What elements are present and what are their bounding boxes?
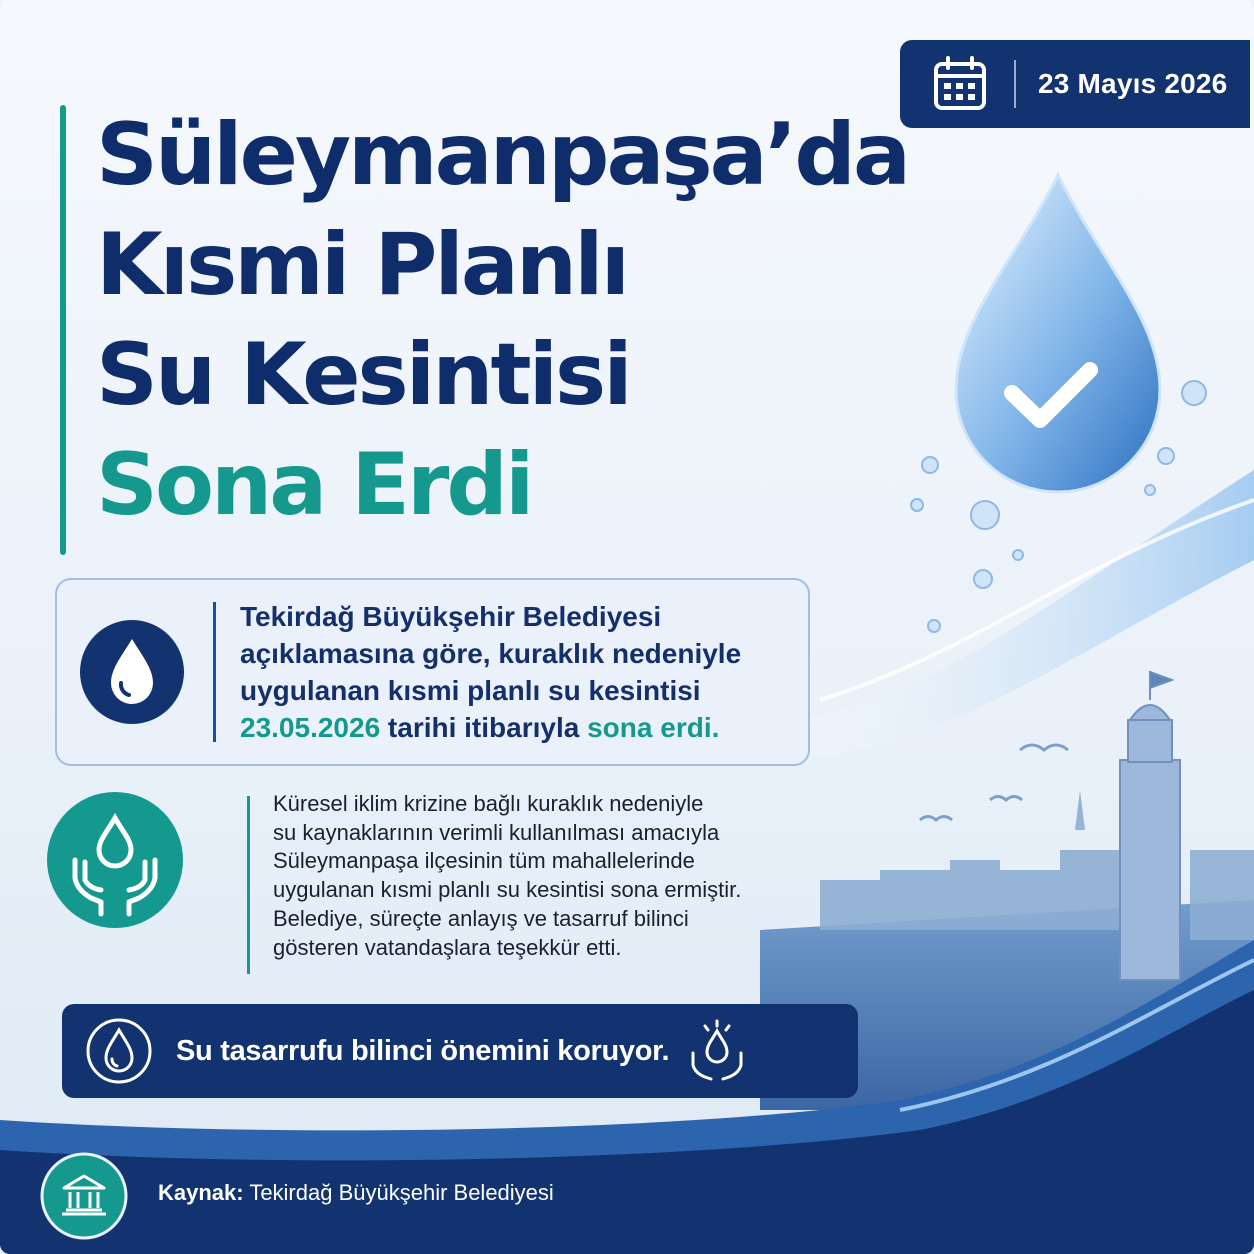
info-divider (213, 602, 216, 742)
source-label: Kaynak: (158, 1180, 244, 1205)
banner-text: Su tasarrufu bilinci önemini koruyor. (176, 1034, 670, 1067)
info-line-2: açıklamasına göre, kuraklık nedeniyle (240, 638, 742, 669)
details-line: Süleymanpaşa ilçesinin tüm mahallelerinde (273, 848, 695, 874)
details-line: Küresel iklim krizine bağlı kuraklık nedeniyle (273, 791, 704, 816)
title-accent-bar (60, 105, 66, 555)
info-line-1: Tekirdağ Büyükşehir Belediyesi (240, 601, 662, 632)
details-line: su kaynaklarının verimli kullanılması amacıyla (273, 819, 720, 845)
divider (1014, 60, 1016, 108)
message-banner (62, 1004, 858, 1098)
headline-line-4: Sona Erdi (96, 435, 532, 535)
calendar-icon (930, 54, 990, 114)
hands-drop-icon (683, 1017, 751, 1085)
info-line-4 (240, 709, 741, 746)
source-line (158, 1180, 554, 1206)
headline (96, 100, 908, 540)
details-line: gösteren vatandaşlara teşekkür etti. (273, 934, 622, 960)
date-badge (900, 40, 1250, 128)
municipality-building-icon (40, 1152, 128, 1240)
details-line: Belediye, süreçte anlayış ve tasarruf bilinci (273, 905, 689, 931)
info-line-3: uygulanan kısmi planlı su kesintisi (240, 675, 701, 706)
date-text: 23 Mayıs 2026 (1038, 68, 1228, 99)
info-end: sona erdi. (587, 712, 720, 743)
info-box (55, 578, 810, 766)
source-value: Tekirdağ Büyükşehir Belediyesi (249, 1180, 554, 1205)
hands-drop-icon (45, 790, 185, 930)
details-line: uygulanan kısmi planlı su kesintisi sona ermiştir. (273, 877, 742, 903)
headline-line-3: Su Kesintisi (96, 325, 630, 425)
water-drop-icon (84, 1016, 154, 1086)
details-block (45, 790, 845, 985)
info-text (240, 598, 741, 746)
water-drop-icon (77, 617, 187, 727)
headline-line-1: Süleymanpaşa’da (96, 105, 908, 205)
info-date: 23.05.2026 (240, 712, 381, 743)
headline-line-2: Kısmi Planlı (96, 215, 628, 315)
details-divider (247, 796, 250, 974)
details-text (273, 790, 741, 962)
info-mid: tarihi itibarıyla (387, 712, 580, 743)
